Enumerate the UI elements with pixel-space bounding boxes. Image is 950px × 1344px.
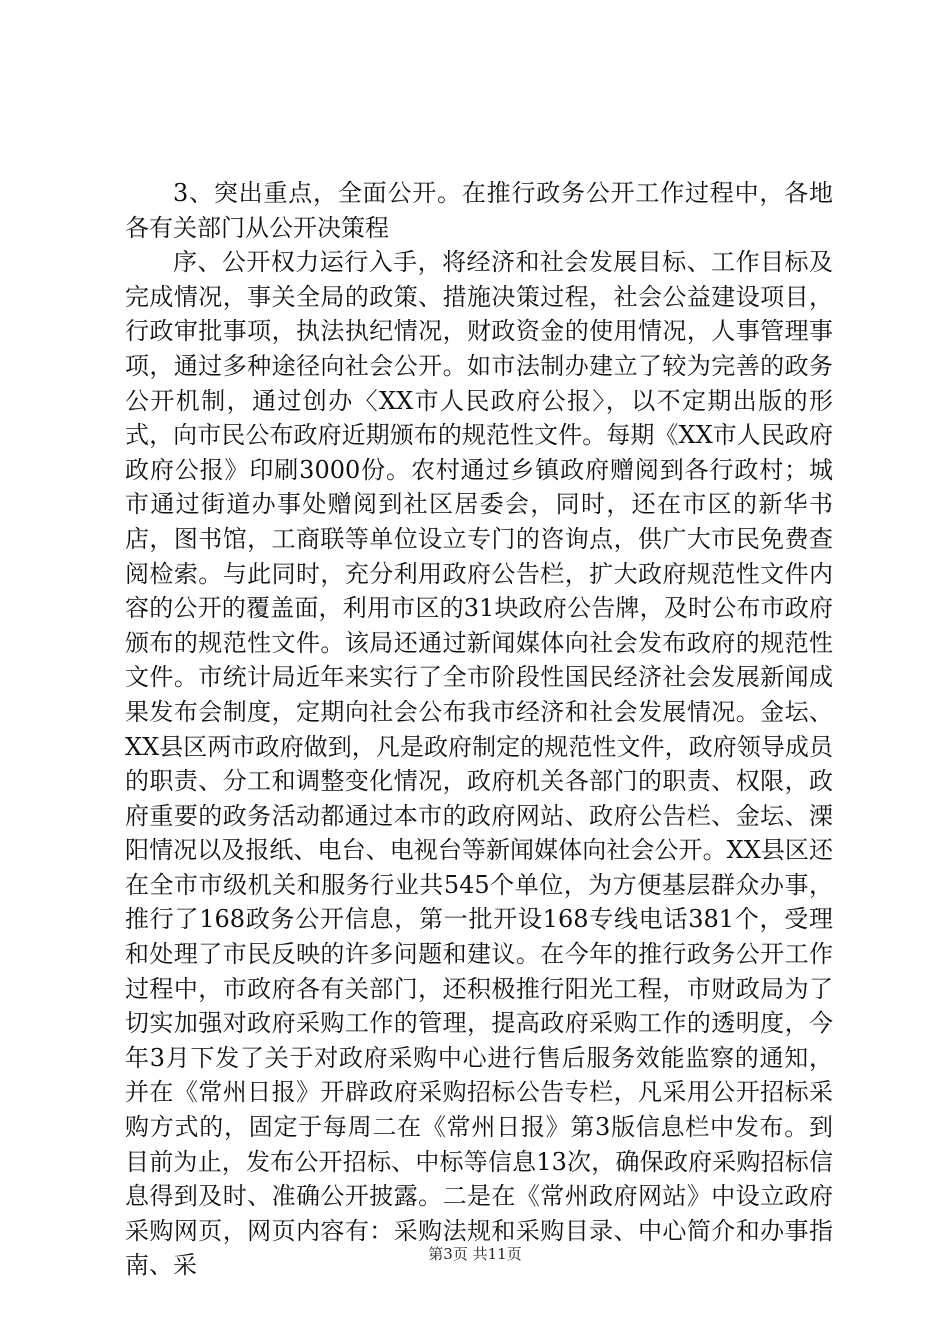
page-footer: 第3页 共11页: [428, 1245, 522, 1263]
document-body: [125, 176, 833, 1283]
paragraph-1: 3、突出重点，全面公开。在推行政务公开工作过程中，各地各有关部门从公开决策程: [125, 179, 833, 242]
paragraph-2: 序、公开权力运行入手，将经济和社会发展目标、工作目标及完成情况，事关全局的政策、措施决策过程，社会公益建设项目，行政审批事项，执法执纪情况，财政资金的使用情况，人事管理事项，通过多种途径向社会公开。如市法制办建立了较为完善的政务公开机制，通过创办〈XX市人民政府公报〉，以不定期出版的形式，向市民公布政府近期颁布的规范性文件。每期《XX市人民政府政府公报》印刷3000份。农村通过乡镇政府赠阅到各行政村；城市通过街道办事处赠阅到社区居委会，同时，还在市区的新华书店，图书馆，工商联等单位设立专门的咨询点，供广大市民免费查阅检索。与此同时，充分利用政府公告栏，扩大政府规范性文件内容的公开的覆盖面，利用市区的31块政府公告牌，及时公布市政府颁布的规范性文件。该局还通过新闻媒体向社会发布政府的规范性文件。市统计局近年来实行了全市阶段性国民经济社会发展新闻成果发布会制度，定期向社会公布我市经济和社会发展情况。金坛、XX县区两市政府做到，凡是政府制定的规范性文件，政府领导成员的职责、分工和调整变化情况，政府机关各部门的职责、权限，政府重要的政务活动都通过本市的政府网站、政府公告栏、金坛、溧阳情况以及报纸、电台、电视台等新闻媒体向社会公开。XX县区还在全市市级机关和服务行业共545个单位，为方便基层群众办事，推行了168政务公开信息，第一批开设168专线电话381个，受理和处理了市民反映的许多问题和建议。在今年的推行政务公开工作过程中，市政府各有关部门，还积极推行阳光工程，市财政局为了切实加强对政府采购工作的管理，提高政府采购工作的透明度，今年3月下发了关于对政府采购中心进行售后服务效能监察的通知，并在《常州日报》开辟政府采购招标公告专栏，凡采用公开招标采购方式的，固定于每周二在《常州日报》第3版信息栏中发布。到目前为止，发布公开招标、中标等信息13次，确保政府采购招标信息得到及时、准确公开披露。二是在《常州政府网站》中设立政府采购网页，网页内容有：采购法规和采购目录、中心简介和办事指南、采: [125, 248, 833, 1280]
